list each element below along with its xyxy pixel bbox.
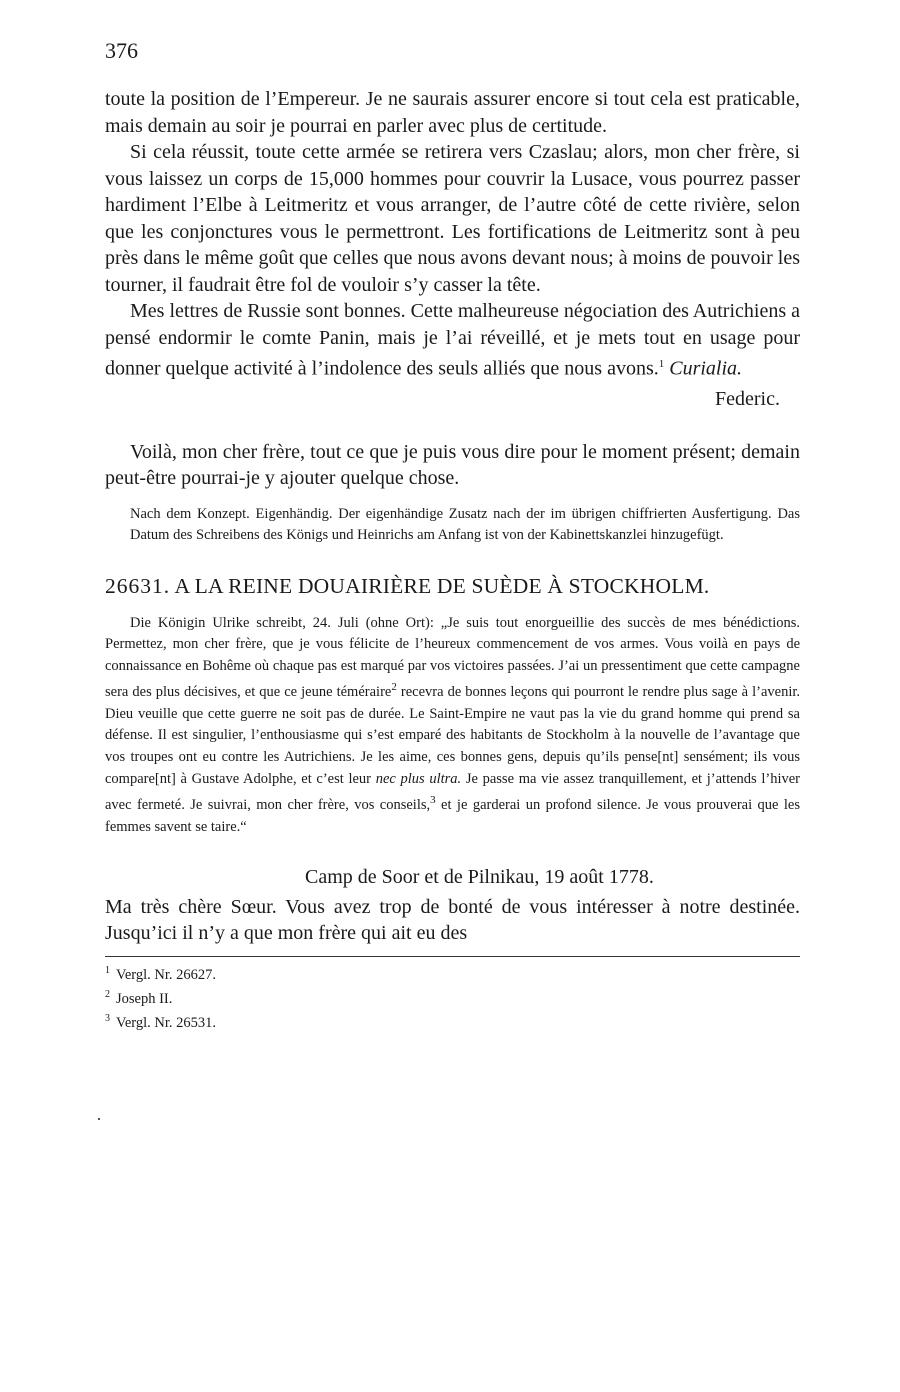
- footnote-marker: 3: [430, 794, 436, 807]
- place-date-line: Camp de Soor et de Pilnikau, 19 août 1778.: [305, 866, 654, 889]
- signature: Federic.: [715, 388, 780, 411]
- postscript: Voilà, mon cher frère, tout ce que je puis vous dire pour le moment présent; demain peut-être pourrai-je y ajouter quelque chose.: [105, 440, 800, 490]
- page-number: 376: [105, 38, 138, 63]
- quoted-letter: Die Königin Ulrike schreibt, 24. Juli (ohne Ort): „Je suis tout enorgueillie des succès de mes bénédictions. Permettez, mon cher frère, que je vous félicite de l’heureux commencement de vos armes. Vous voilà en pays de connaissance en Bohême où chaque pas est marqué par vos victoires passées. J’ai un pressentiment que cette campagne sera des plus décisives, et que ce jeune téméraire$^2$ recevra de bonnes leçons qui pourront le rendre plus sage à l’avenir. Dieu veuille que cette guerre ne soit pas de durée. Le Saint-Empire ne vaut pas la vie du grand homme qui prend sa défense. Il est singulier, l’enthousiasme qui s’est emparé des habitants de Stockholm à la nouvelle de l’avantage que vos troupes ont eu contre les Autrichiens. Je les aime, ces bonnes gens, depuis qu’ils pense[nt] sensément; ils vous compare[nt] à Gustave Adolphe, et c’est leur nec plus ultra. Je passe ma vie assez tranquillement, et j’attends l’hiver avec fermeté. Je suivrai, mon cher frère, vos conseils,$^3$ et je garderai un profond silence. Je vous prouverai que les femmes savent se taire.“: [105, 614, 801, 835]
- letter-title: A LA REINE DOUAIRIÈRE DE SUÈDE À STOCKHOLM.: [174, 573, 710, 598]
- footnote: $^1$ Vergl. Nr. 26627.: [105, 965, 217, 984]
- postscript-block: [105, 439, 800, 492]
- footnote-rule: [105, 956, 800, 957]
- paragraph: [105, 298, 800, 382]
- footnote-marker: 1: [658, 358, 665, 370]
- letter-number: 26631.: [105, 573, 171, 598]
- footnote: $^3$ Vergl. Nr. 26531.: [105, 1012, 217, 1031]
- editorial-note: Nach dem Konzept. Eigenhändig. Der eigenhändige Zusatz nach der im übrigen chiffrierten Ausfertigung. Das Datum des Schreibens des Königs und Heinrichs am Anfang ist von der Kabinettskanzlei hinzugefügt.: [130, 505, 800, 543]
- italic-word: Curialia.: [669, 357, 743, 380]
- letter-text: Ma très chère Sœur. Vous avez trop de bonté de vous intéresser à notre destinée. Jusqu’ici il n’y a que mon frère qui ait eu des: [105, 896, 800, 945]
- paragraph: toute la position de l’Empereur. Je ne saurais assurer encore si tout cela est praticable, mais demain au soir je pourrai en parler avec plus de certitude.: [105, 88, 800, 137]
- paragraph-text: Mes lettres de Russie sont bonnes. Cette malheureuse négociation des Autrichiens a pensé endormir le comte Panin, mais je l’ai réveillé, et je mets tout en usage pour donner quelque activité à l’indolence des seuls alliés que nous avons.: [105, 300, 800, 380]
- footnote: $^2$ Joseph II.: [105, 989, 173, 1007]
- document-page: [105, 38, 800, 1033]
- letter-start: [105, 894, 800, 946]
- letter-heading: [105, 574, 800, 599]
- print-speck: [98, 1118, 100, 1120]
- footnote-marker: 2: [391, 681, 397, 694]
- letter-body: [105, 86, 800, 382]
- italic-phrase: nec plus ultra.: [375, 770, 462, 787]
- paragraph: Si cela réussit, toute cette armée se retirera vers Czaslau; alors, mon cher frère, si vous laissez un corps de 15,000 hommes pour couvrir la Lusace, vous pourrez passer hardiment l’Elbe à Leitmeritz et vous arranger, de l’autre côté de cette rivière, selon que les conjonctures vous le permettront. Les fortifications de Leitmeritz sont à peu près dans le même goût que celles que nous avons devant nous; à moins de pouvoir les tourner, il faudrait être fol de vouloir s’y casser la tête.: [105, 141, 800, 296]
- footnotes: [105, 961, 800, 1032]
